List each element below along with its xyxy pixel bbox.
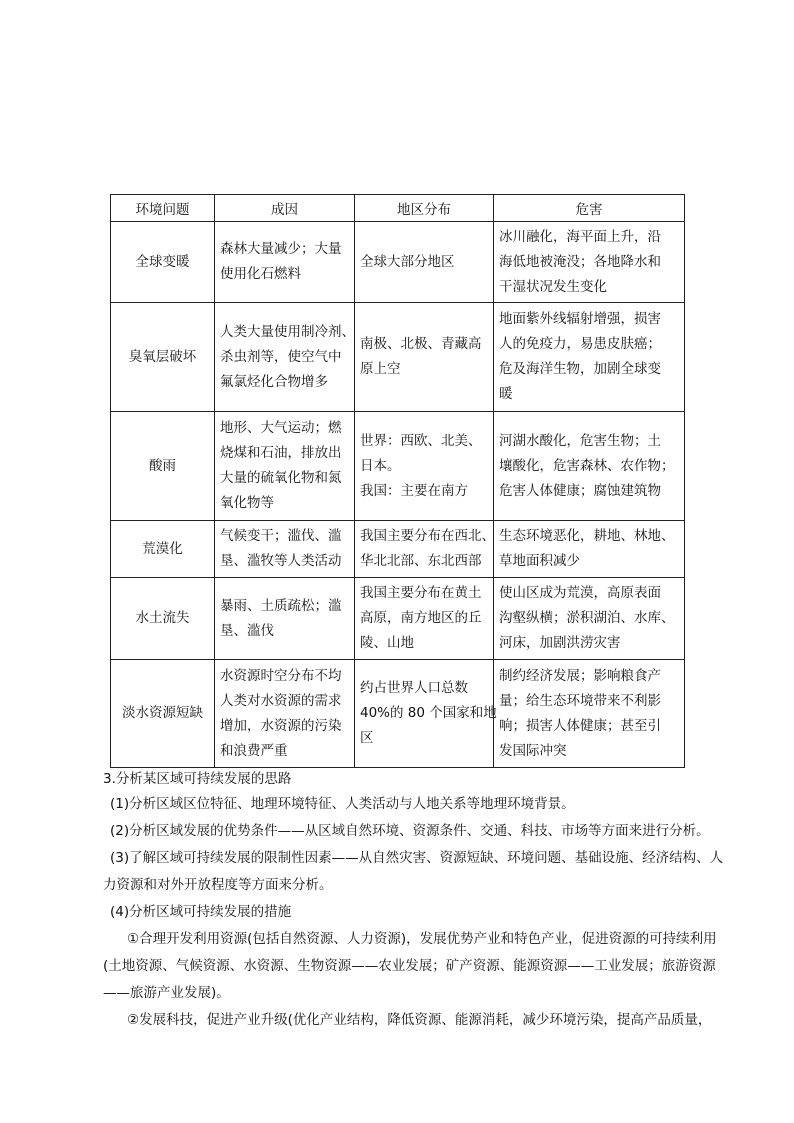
region-line: 40%的 80 个国家和地: [360, 705, 497, 721]
cause-line: 人类对水资源的需求: [220, 692, 342, 709]
cause-line: 森林大量减少；大量: [220, 241, 342, 257]
region-line: 日本。: [360, 457, 401, 474]
region-cell: [355, 303, 494, 412]
harm-line: 河床，加剧洪涝灾害: [499, 635, 621, 651]
cause-line: 烧煤和石油，排放出: [220, 445, 342, 461]
cause-line: 大量的硫氧化物和氮: [220, 470, 342, 486]
cause-cell: [215, 521, 355, 578]
harm-line: 草地面积减少: [499, 553, 580, 569]
harm-line: 沟壑纵横；淤积湖泊、水库、: [499, 610, 675, 626]
harm-cell: [494, 660, 685, 768]
header-cause: 成因: [215, 195, 355, 222]
region-line: 高原，南方地区的丘: [360, 610, 482, 626]
region-line: 约占世界人口总数: [360, 680, 468, 696]
region-cell: [355, 521, 494, 578]
table-row: [111, 412, 685, 521]
cause-cell: [215, 660, 355, 768]
table-row: [111, 578, 685, 660]
region-cell: [355, 222, 494, 303]
issue-name: 水土流失: [135, 610, 190, 626]
cause-line: 杀虫剂等，使空气中: [220, 348, 342, 365]
header-harm: 危害: [494, 195, 685, 222]
cause-cell: [215, 412, 355, 521]
step-3-paragraph: (3)了解区域可持续发展的限制性因素——从自然灾害、资源短缺、环境问题、基础设施、经济结构、人力资源和对外开放程度等方面来分析。: [103, 850, 724, 893]
issue-name: 荒漠化: [142, 540, 183, 557]
region-line: 华北北部、东北西部: [360, 553, 482, 569]
harm-line: 暖: [499, 386, 513, 402]
cause-line: 垦、滥伐: [220, 622, 274, 639]
cause-line: 使用化石燃料: [220, 266, 301, 282]
harm-line: 海低地被淹没；各地降水和: [499, 253, 661, 270]
region-cell: [355, 412, 494, 521]
issue-cell: [111, 660, 215, 768]
harm-cell: [494, 521, 685, 578]
cause-line: 暴雨、土质疏松；滥: [220, 597, 342, 614]
cause-cell: [215, 222, 355, 303]
region-line: 全球大部分地区: [360, 253, 455, 270]
table-row: [111, 660, 685, 768]
region-line: 原上空: [360, 361, 401, 377]
cause-line: 地形、大气运动；燃: [220, 420, 342, 436]
sustainable-development-section: [103, 772, 727, 1034]
issue-cell: [111, 303, 215, 412]
harm-line: 发国际冲突: [499, 742, 567, 759]
harm-cell: [494, 303, 685, 412]
table-row: [111, 222, 685, 303]
region-line: 我国主要分布在西北、: [360, 528, 495, 544]
cause-cell: [215, 578, 355, 660]
cause-line: 人类大量使用制冷剂、: [220, 323, 355, 340]
step-4-paragraph: (4)分析区域可持续发展的措施: [110, 904, 292, 920]
issue-cell: [111, 578, 215, 660]
step-1-paragraph: (1)分析区域区位特征、地理环境特征、人类活动与人地关系等地理环境背景。: [110, 796, 575, 812]
header-issue: 环境问题: [111, 195, 215, 222]
issue-name: 臭氧层破坏: [128, 348, 197, 365]
measure-2-paragraph: ②发展科技，促进产业升级(优化产业结构，降低资源、能源消耗，减少环境污染，提高产品质量，: [127, 1012, 712, 1028]
cause-line: 氧化物等: [220, 495, 274, 511]
region-line: 我国主要分布在黄土: [360, 585, 482, 601]
harm-line: 地面紫外线辐射增强，损害: [499, 311, 661, 327]
issue-name: 淡水资源短缺: [122, 705, 203, 721]
region-line: 陵、山地: [360, 635, 414, 651]
region-cell: [355, 578, 494, 660]
harm-line: 量；给生态环境带来不利影: [499, 692, 661, 709]
table-row: [111, 303, 685, 412]
measure-1-paragraph: ①合理开发利用资源(包括自然资源、人力资源)，发展优势产业和特色产业，促进资源的可持续利用(土地资源、气候资源、水资源、生物资源——农业发展；矿产资源、能源资源——工业发展；旅游资源——旅游产业发展)。: [103, 931, 717, 1001]
harm-line: 危害人体健康；腐蚀建筑物: [499, 482, 661, 499]
harm-line: 河湖水酸化，危害生物；土: [499, 432, 661, 449]
harm-line: 生态环境恶化，耕地、林地、: [499, 528, 675, 544]
region-line: 南极、北极、青藏高: [360, 336, 482, 352]
harm-line: 使山区成为荒漠，高原表面: [499, 585, 661, 601]
issue-cell: [111, 412, 215, 521]
step-2-paragraph: (2)分析区域发展的优势条件——从区域自然环境、资源条件、交通、科技、市场等方面来进行分析。: [110, 823, 710, 839]
harm-line: 危及海洋生物，加剧全球变: [499, 361, 661, 377]
cause-line: 水资源时空分布不均: [220, 667, 342, 684]
region-line: 区: [360, 730, 374, 746]
harm-cell: [494, 412, 685, 521]
cause-line: 和浪费严重: [220, 742, 288, 759]
harm-line: 制约经济发展；影响粮食产: [499, 667, 661, 684]
cause-line: 气候变干；滥伐、滥: [220, 528, 342, 544]
harm-line: 响；损害人体健康；甚至引: [499, 717, 661, 734]
region-cell: [355, 660, 497, 768]
region-line: 我国：主要在南方: [360, 482, 468, 499]
table-header-row: [111, 195, 685, 222]
cause-line: 垦、滥牧等人类活动: [220, 553, 342, 569]
issue-cell: [111, 222, 215, 303]
table-row: [111, 521, 685, 578]
harm-line: 干湿状况发生变化: [499, 278, 607, 295]
harm-line: 壤酸化，危害森林、农作物；: [499, 457, 675, 474]
issue-name: 全球变暖: [135, 253, 190, 270]
section-heading: 3.分析某区域可持续发展的思路: [103, 771, 292, 787]
environment-issues-table: [110, 194, 685, 768]
harm-cell: [494, 222, 685, 303]
cause-line: 氟氯烃化合物增多: [220, 373, 328, 390]
issue-cell: [111, 521, 215, 578]
region-line: 世界：西欧、北美、: [360, 432, 482, 449]
harm-cell: [494, 578, 685, 660]
harm-line: 冰川融化，海平面上升，沿: [499, 228, 661, 245]
issue-name: 酸雨: [149, 457, 176, 474]
harm-line: 人的免疫力，易患皮肤癌；: [499, 336, 661, 352]
cause-cell: [215, 303, 355, 412]
cause-line: 增加，水资源的污染: [220, 717, 342, 734]
header-region: 地区分布: [355, 195, 494, 222]
